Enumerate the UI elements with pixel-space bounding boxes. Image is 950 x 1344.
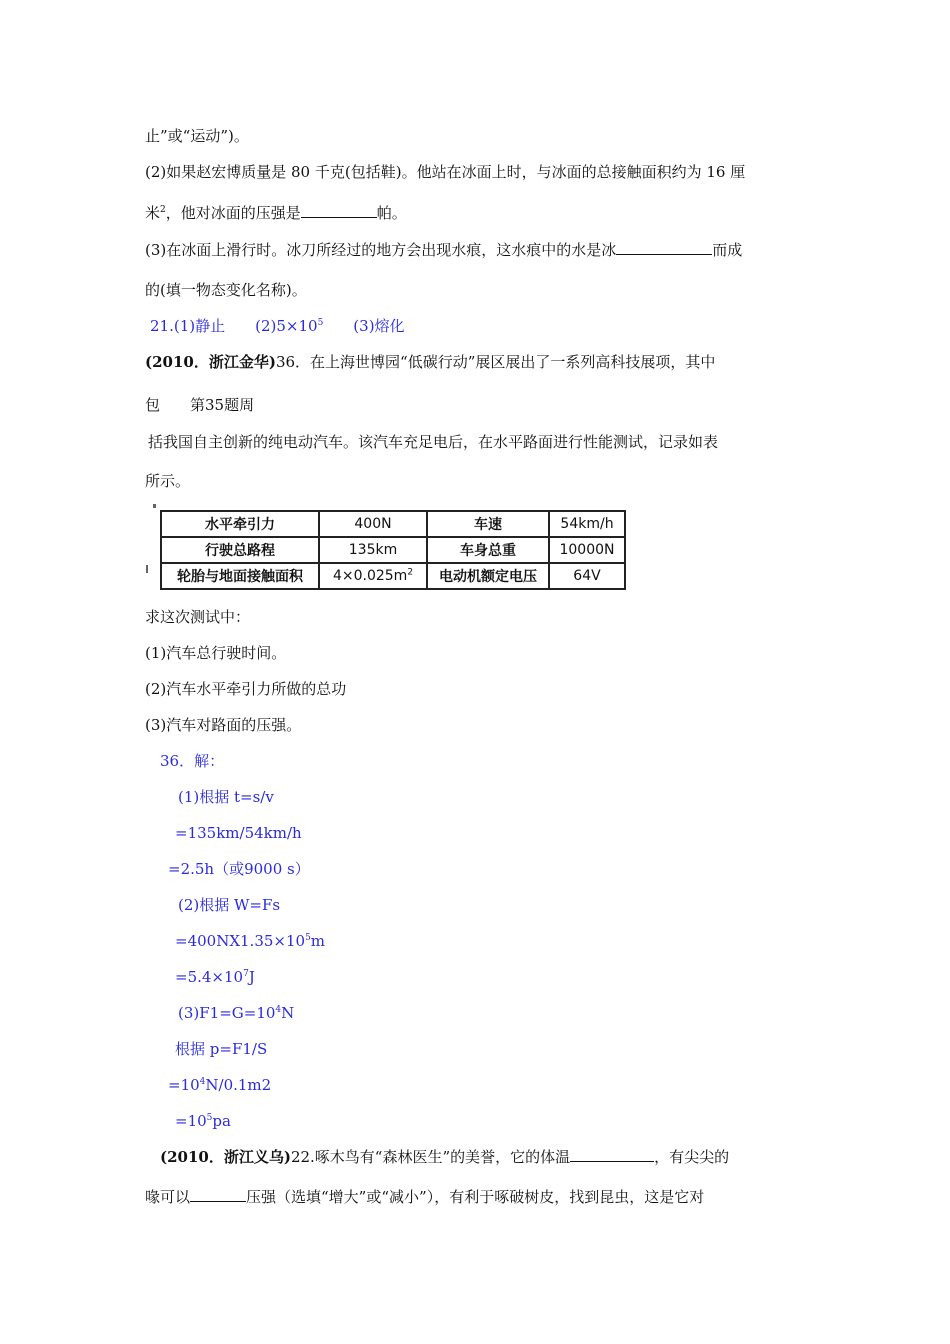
table-cell: 水平牵引力 <box>161 511 319 537</box>
source-label: (2010．浙江金华) <box>145 353 276 371</box>
table-row <box>161 563 625 589</box>
text-line: 括我国自主创新的纯电动汽车。该汽车充足电后，在水平路面进行性能测试，记录如表 <box>148 433 719 451</box>
table-cell: 车速 <box>427 511 549 537</box>
text-line: 包 第35题周 <box>145 396 255 414</box>
solution-line: =135km/54km/h <box>175 824 302 842</box>
solution-line: $(3)F1=G=10^4N$ <box>178 1004 295 1022</box>
text-line: 止”或“运动”)。 <box>145 127 249 145</box>
table-cell: 64V <box>549 563 625 589</box>
scan-mark <box>146 565 148 573</box>
table-row <box>161 511 625 537</box>
table-cell: 135km <box>319 537 427 563</box>
question-line: (2010．浙江义乌)22.啄木鸟有“森林医生”的美誉，它的体温 ，有尖尖的 <box>160 1148 730 1166</box>
table-cell: 车身总重 <box>427 537 549 563</box>
solution-line: 根据 p=F1/S <box>175 1040 268 1058</box>
solution-line: $=10^4N/0.1m2$ <box>168 1076 272 1094</box>
data-table <box>160 510 626 590</box>
solution-line: $=400NX1.35\times 10^5m$ <box>175 932 326 950</box>
solution-line: 36．解： <box>160 752 225 770</box>
text-line: 的(填一物态变化名称)。 <box>145 281 307 299</box>
text-line: 所示。 <box>145 472 191 490</box>
table-cell: 电动机额定电压 <box>427 563 549 589</box>
question-line: (3)在冰面上滑行时。冰刀所经过的地方会出现水痕，这水痕中的水是冰 而成 <box>145 241 743 259</box>
solution-line: $=10^5pa$ <box>175 1112 231 1130</box>
table-row <box>161 537 625 563</box>
solution-line: =2.5h（或9000 s） <box>168 860 310 878</box>
question-line: 喙可以 压强（选填“增大”或“减小”），有利于啄破树皮，找到昆虫，这是它对 <box>145 1188 705 1206</box>
question-line: (2)汽车水平牵引力所做的总功 <box>145 680 347 698</box>
solution-line: (2)根据 W=Fs <box>178 896 281 914</box>
table-cell: $4\times 0.025m^2$ <box>319 563 427 589</box>
table-cell: 轮胎与地面接触面积 <box>161 563 319 589</box>
source-label: (2010．浙江义乌) <box>160 1148 291 1166</box>
solution-line: $=5.4\times 10^7J$ <box>175 968 255 986</box>
table-cell: 10000N <box>549 537 625 563</box>
solution-line: (1)根据 t=s/v <box>178 788 274 806</box>
answer-blank[interactable] <box>190 1187 246 1202</box>
table-cell: 行驶总路程 <box>161 537 319 563</box>
answer-line: 21.(1)静止 $(2)5\times 10^5$ (3)熔化 <box>150 317 405 335</box>
question-line: 米$^2$，他对冰面的压强是 帕。 <box>145 204 407 222</box>
table-cell: 400N <box>319 511 427 537</box>
table-cell: 54km/h <box>549 511 625 537</box>
scan-mark <box>153 504 156 508</box>
question-line: (3)汽车对路面的压强。 <box>145 716 302 734</box>
text-line: 求这次测试中： <box>145 608 251 626</box>
question-line: (1)汽车总行驶时间。 <box>145 644 287 662</box>
answer-blank[interactable] <box>616 240 712 255</box>
question-line: (2)如果赵宏博质量是 80 千克(包括鞋)。他站在冰面上时，与冰面的总接触面积约为 16 厘 <box>145 163 746 181</box>
question-line: (2010．浙江金华)36．在上海世博园“低碳行动”展区展出了一系列高科技展项，其中 <box>145 353 716 371</box>
answer-blank[interactable] <box>570 1147 654 1162</box>
answer-blank[interactable] <box>301 203 377 218</box>
